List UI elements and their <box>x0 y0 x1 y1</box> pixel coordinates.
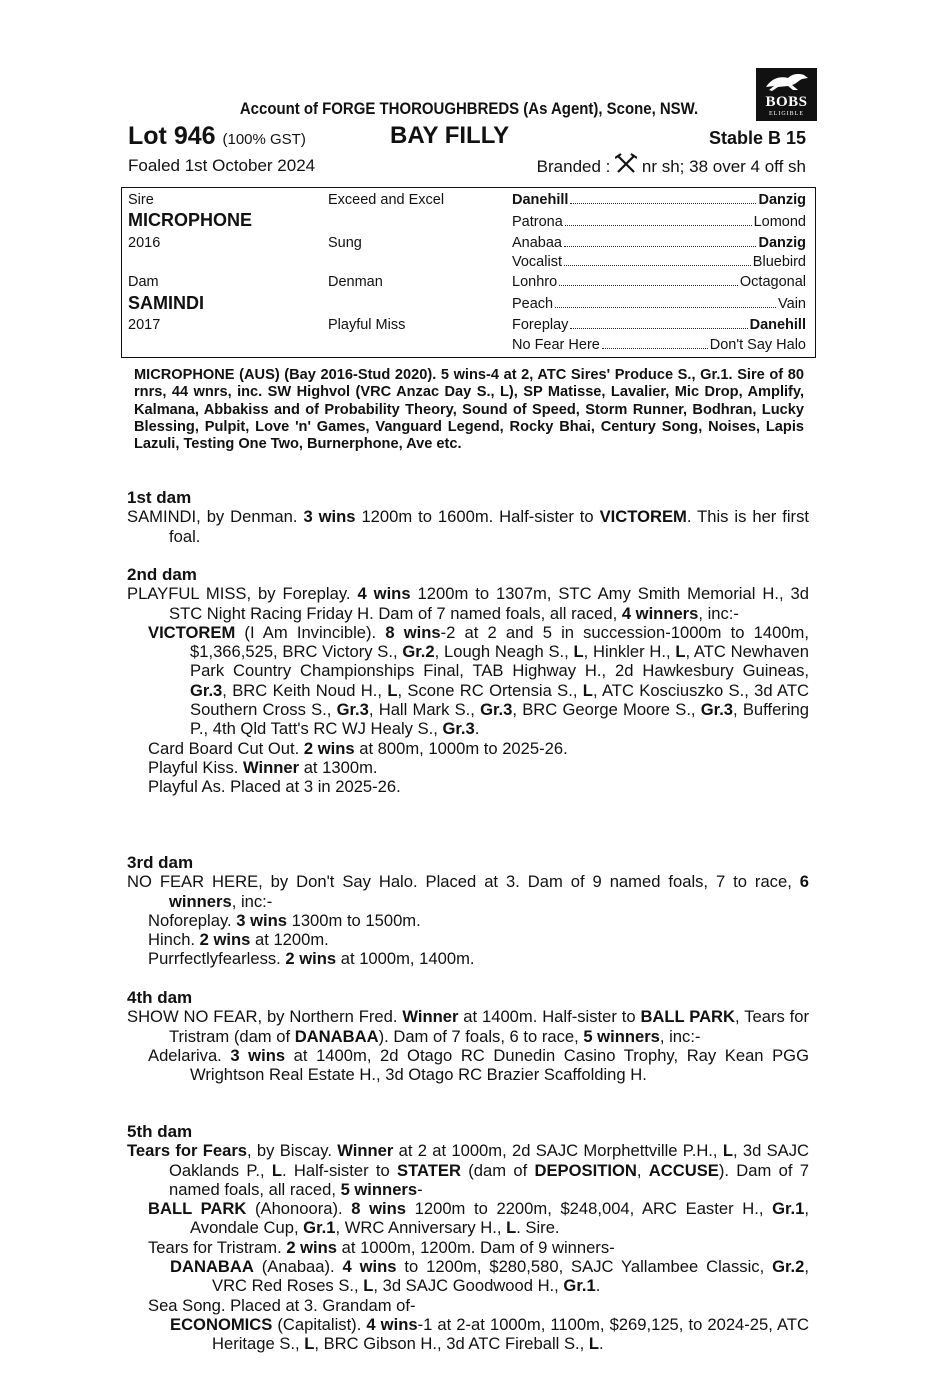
horse-description: BAY FILLY <box>390 122 510 149</box>
bold-text: L <box>271 1160 282 1180</box>
gst-note: (100% GST) <box>222 131 306 148</box>
progeny-entry <box>170 1257 809 1296</box>
bold-text: 2 wins <box>285 949 337 969</box>
first-dam-section <box>127 488 809 546</box>
grandsire-paternal: Exceed and Excel <box>328 192 445 208</box>
text-run: at 1200m. <box>250 930 329 950</box>
grandsire-maternal: Denman <box>328 274 383 290</box>
bold-text: ECONOMICS <box>170 1314 273 1334</box>
text-run: . <box>599 1334 604 1354</box>
bold-text: L <box>387 680 398 700</box>
bold-text: 5 winners <box>340 1179 418 1199</box>
section-heading: 2nd dam <box>127 565 197 584</box>
progeny-entry <box>148 1199 809 1238</box>
bold-text: STATER <box>397 1160 461 1180</box>
text-run: Card Board Cut Out. <box>148 738 304 758</box>
bold-text: Gr.3 <box>442 719 475 739</box>
bold-text: L <box>573 642 584 662</box>
ancestor-row: No Fear Here Don't Say Halo <box>512 337 806 353</box>
bold-text: DANABAA <box>170 1257 254 1277</box>
bold-text: L <box>722 1141 733 1161</box>
text-run: , Avondale Cup, <box>190 1199 809 1238</box>
dam-paragraph <box>127 1007 809 1046</box>
text-run: , ATC Kosciuszko S., 3d ATC Southern Cross S., <box>190 680 809 720</box>
text-run: , VRC Red Roses S., <box>212 1257 809 1296</box>
bold-text: BALL PARK <box>640 1007 736 1027</box>
text-run: , by Biscay. <box>247 1141 338 1161</box>
text-run: at 1300m. <box>299 757 378 777</box>
text-run: . <box>595 1276 601 1296</box>
sire-summary: MICROPHONE (AUS) (Bay 2016-Stud 2020). 5 wins-4 at 2, ATC Sires' Produce S., Gr.1. Sire of 80 rnrs, 44 wnrs, inc. SW Highvol (VRC Anzac Day S., L), SP Matisse, Lavalier, Mic Drop, Amplify, Kalmana, Abbakiss and of Probability Theory, Sound of Speed, Storm Runner, Bodhran, Lucky Blessing, Pulpit, Love 'n' Games, Vanguard Legend, Rocky Bhai, Century Song, Noises, Lapis Lazuli, Testing One Two, Burnerphone, Ave etc. <box>134 367 804 453</box>
bold-text: Gr.2 <box>402 642 435 662</box>
sire-name: MICROPHONE <box>128 210 253 230</box>
granddam-maternal: Playful Miss <box>328 317 406 333</box>
logo-text: BOBS <box>765 94 808 110</box>
progeny-entry <box>148 1238 809 1257</box>
text-run: , Scone RC Ortensia S., <box>397 680 583 700</box>
text-run: , Hinkler H., <box>583 642 676 662</box>
text-run: , 3d SAJC Oaklands P., <box>169 1141 809 1180</box>
text-run: (Capitalist). <box>272 1314 367 1334</box>
bold-text: 4 wins <box>366 1314 418 1334</box>
bold-text: L <box>506 1218 517 1238</box>
bold-text: 8 wins <box>351 1199 406 1219</box>
bold-text: L <box>588 1334 600 1354</box>
bold-text: VICTOREM <box>599 507 687 527</box>
section-heading: 3rd dam <box>127 853 194 872</box>
text-run: (Anabaa). <box>253 1257 343 1277</box>
text-run: 1200m to 2200m, $248,004, ARC Easter H., <box>406 1199 773 1219</box>
dam-label: Dam <box>128 274 159 290</box>
text-run: at 1400m, 2d Otago RC Dunedin Casino Trophy, Ray Kean PGG Wrightson Real Estate H., 3d Otago RC Brazier Scaffolding H. <box>190 1045 809 1085</box>
dam-paragraph <box>127 1141 809 1199</box>
text-run: , inc:- <box>231 891 273 911</box>
ancestor-row: Foreplay Danehill <box>512 317 806 333</box>
dam-year: 2017 <box>128 317 161 333</box>
bold-text: 2 wins <box>286 1237 338 1257</box>
text-run: 1200m to 1600m. Half-sister to <box>355 507 600 527</box>
text-run: . Half-sister to <box>282 1160 398 1180</box>
third-dam-section <box>127 853 809 969</box>
crossed-brand-icon <box>615 153 637 175</box>
text-run: Tears for Tristram. <box>148 1237 287 1257</box>
bold-text: 3 wins <box>230 1045 286 1065</box>
ancestor-row: Danehill Danzig <box>512 192 806 208</box>
text-run: , 3d SAJC Goodwood H., <box>373 1276 564 1296</box>
progeny-entry <box>148 949 809 968</box>
bold-text: ACCUSE <box>648 1160 719 1180</box>
fourth-dam-section <box>127 988 809 1084</box>
sire-label: Sire <box>128 192 154 208</box>
text-run: 1200m to 1307m, STC Amy Smith Memorial H., 3d STC Night Racing Friday H. Dam of 7 named foals, all raced, <box>169 584 809 623</box>
text-run: - <box>417 1179 423 1199</box>
ancestor-row: Lonhro Octagonal <box>512 274 806 290</box>
granddam-paternal: Sung <box>328 235 362 251</box>
ancestor-row: Patrona Lomond <box>512 214 806 230</box>
progeny-entry <box>148 1046 809 1085</box>
text-run: -2 at 2 and 5 in succession-1000m to 1400m, $1,366,525, BRC Victory S., <box>190 622 809 662</box>
bold-text: Gr.1 <box>772 1199 805 1219</box>
progeny-entry <box>148 739 809 758</box>
text-run: NO FEAR HERE, by Don't Say Halo. Placed at 3. Dam of 9 named foals, 7 to race, <box>127 872 800 892</box>
bold-text: DEPOSITION <box>534 1160 637 1180</box>
ancestor-row: Anabaa Danzig <box>512 235 806 251</box>
progeny-entry <box>148 911 809 930</box>
bold-text: Gr.2 <box>772 1257 805 1277</box>
text-run: ). Dam of 7 foals, 6 to race, <box>378 1026 584 1046</box>
text-run: (I Am Invincible). <box>235 622 386 642</box>
ancestor-row: Vocalist Bluebird <box>512 254 806 270</box>
text-run: at 800m, 1000m to 2025-26. <box>354 738 568 758</box>
bold-text: 8 wins <box>385 622 441 642</box>
bold-text: DANABAA <box>294 1026 379 1046</box>
bold-text: 5 winners <box>583 1026 660 1046</box>
text-run: (Ahonoora). <box>246 1199 352 1219</box>
bold-text: Gr.3 <box>480 700 513 720</box>
branded-info: Branded : nr sh; 38 over 4 off sh <box>480 153 806 177</box>
fifth-dam-section <box>127 1122 809 1354</box>
bold-text: L <box>363 1276 374 1296</box>
progeny-entry <box>148 930 809 949</box>
text-run: , inc:- <box>659 1026 701 1046</box>
section-heading: 5th dam <box>127 1122 193 1141</box>
bold-text: 4 winners <box>621 603 699 623</box>
bold-text: Gr.3 <box>336 700 369 720</box>
bold-text: 4 wins <box>342 1257 397 1277</box>
vendor-account: Account of FORGE THOROUGHBREDS (As Agent), Scone, NSW. <box>239 99 699 118</box>
bold-text: L <box>582 680 593 700</box>
text-run: . Sire. <box>516 1218 560 1238</box>
text-run: , <box>636 1160 649 1180</box>
text-run: PLAYFUL MISS, by Foreplay. <box>127 584 358 604</box>
text-run: Sea Song. Placed at 3. Grandam of- <box>148 1295 416 1315</box>
dam-paragraph <box>127 584 809 623</box>
ancestor-row: Peach Vain <box>512 296 806 312</box>
bold-text: 4 wins <box>357 584 411 604</box>
progeny-entry <box>170 1315 809 1354</box>
bold-text: 3 wins <box>303 507 356 527</box>
text-run: Hinch. <box>148 930 200 950</box>
text-run: Playful As. Placed at 3 in 2025-26. <box>148 777 401 797</box>
text-run: . This is her first foal. <box>169 507 809 546</box>
text-run: , inc:- <box>698 603 739 623</box>
bold-text: Gr.3 <box>190 680 223 700</box>
progeny-entry <box>148 758 809 777</box>
progeny-entry <box>148 1296 809 1315</box>
bold-text: 2 wins <box>303 738 355 758</box>
progeny-entry <box>148 623 809 739</box>
text-run: SHOW NO FEAR, by Northern Fred. <box>127 1007 403 1027</box>
pedigree-table <box>121 187 816 358</box>
text-run: Adelariva. <box>148 1045 231 1065</box>
stable-number: Stable B 15 <box>708 128 806 148</box>
dam-paragraph <box>127 872 809 911</box>
bold-text: Winner <box>243 757 300 777</box>
text-run: , BRC Gibson H., 3d ATC Fireball S., <box>314 1334 589 1354</box>
bold-text: Gr.1 <box>563 1276 596 1296</box>
bold-text: L <box>304 1334 315 1354</box>
text-run: , Buffering P., 4th Qld Tatt's RC WJ Healy S., <box>190 700 809 739</box>
text-run: , Tears for Tristram (dam of <box>169 1007 809 1046</box>
text-run: , WRC Anniversary H., <box>335 1218 507 1238</box>
section-heading: 4th dam <box>127 988 193 1007</box>
bold-text: Winner <box>337 1141 394 1161</box>
text-run: -1 at 2-at 1000m, 1100m, $269,125, to 2024-25, ATC Heritage S., <box>212 1314 809 1354</box>
text-run: 1300m to 1500m. <box>286 910 421 930</box>
text-run: , Hall Mark S., <box>368 700 481 720</box>
logo-subtext: ELIGIBLE <box>769 111 804 117</box>
horse-icon <box>762 72 810 92</box>
text-run: , Lough Neagh S., <box>434 642 574 662</box>
bold-text: Gr.3 <box>700 700 734 720</box>
bold-text: 6 winners <box>169 872 809 911</box>
section-heading: 1st dam <box>127 488 192 507</box>
bold-text: 3 wins <box>236 910 287 930</box>
text-run: to 1200m, $280,580, SAJC Yallambee Classic, <box>396 1257 773 1277</box>
text-run: at 1000m, 1400m. <box>336 949 475 969</box>
lot-number: Lot 946 (100% GST) <box>128 122 306 150</box>
text-run: at 2 at 1000m, 2d SAJC Morphettville P.H., <box>393 1141 723 1161</box>
text-run: , BRC Keith Noud H., <box>222 680 388 700</box>
foaled-date: Foaled 1st October 2024 <box>128 156 316 175</box>
bold-text: VICTOREM <box>148 622 236 642</box>
text-run: at 1000m, 1200m. Dam of 9 winners- <box>337 1237 615 1257</box>
sire-year: 2016 <box>128 235 161 251</box>
text-run: . <box>474 719 480 739</box>
text-run: Playful Kiss. <box>148 757 243 777</box>
second-dam-section <box>127 565 809 797</box>
text-run: , BRC George Moore S., <box>512 700 701 720</box>
dam-paragraph <box>127 507 809 546</box>
bold-text: BALL PARK <box>148 1199 247 1219</box>
dam-name: SAMINDI <box>128 293 204 313</box>
text-run: Purrfectlyfearless. <box>148 949 286 969</box>
text-run: , ATC Newhaven Park Country Championships Final, TAB Highway H., 2d Hawkesbury Guineas, <box>190 642 809 681</box>
progeny-entry <box>148 777 809 796</box>
text-run: ). Dam of 7 named foals, all raced, <box>169 1160 809 1199</box>
bold-text: 2 wins <box>199 930 251 950</box>
text-run: at 1400m. Half-sister to <box>458 1007 641 1027</box>
text-run: SAMINDI, by Denman. <box>127 507 304 527</box>
text-run: (dam of <box>460 1160 535 1180</box>
bold-text: Tears for Fears <box>127 1141 248 1161</box>
bold-text: Winner <box>402 1007 459 1027</box>
bold-text: L <box>675 642 686 662</box>
bold-text: Gr.1 <box>303 1218 336 1238</box>
text-run: Noforeplay. <box>148 910 237 930</box>
